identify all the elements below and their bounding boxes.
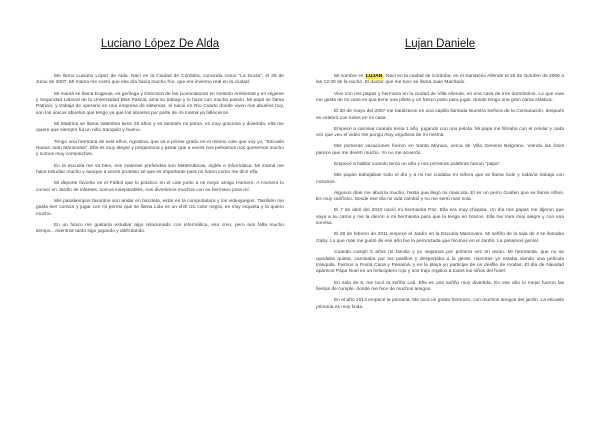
right-intro-paragraph [316, 74, 564, 87]
left-paragraph: Mi Madrina se llama Valentina tiene 26 años y es también mi prima, es muy graciosa y divertida, ella me quiere que siempre fui un niño tranquilo y bueno. [36, 122, 284, 134]
right-paragraph: Mis primeras vacaciones fueron en Santa Mónica, cerca de Villa General Belgrano. Viendo las fotos parece que me divertí mucho. Yo no me acuerdo. [316, 144, 564, 156]
left-page-title: Luciano López De Alda [100, 38, 220, 50]
right-paragraph: En el año 2013 empecé la primaria. Me tocó un grado hermoso, con muchos amigos del jardín. La escuela primaria es muy linda. [316, 298, 564, 310]
right-paragraph: Vivo con mis papas y hermana en la ciudad de Villa Allende, en una casa de tres dormitorios. Lo que mas me gusta de mi casa es que tiene una pileta y un fresco patio para jugar, donde tengo una gran cama elástica. [316, 91, 564, 104]
right-paragraph: Empecé a caminar cuando tenía 1 año, jugando con una pelota. Mi papa me filmaba con el celular y cada vez que veo el video me pongo muy orgullosa de mi misma. [316, 126, 564, 139]
highlighted-name: LUJAN [365, 74, 383, 79]
intro-prefix: Mi nombre es [334, 74, 365, 79]
left-page [36, 0, 284, 241]
right-page-title: Lujan Daniele [404, 38, 476, 50]
right-paragraph: Mis papas trabajaban todo el día y a mi me cuidaba mi niñera que se llama Sole y todavía trabaja con nosotros. [316, 173, 564, 185]
left-paragraph: En un futuro me gustaría estudiar algo relacionado con informática, eso creo, pero aún falta mucho tiempo…mientras tanto sigo jugando y disfrutando. [36, 222, 284, 235]
right-page [316, 0, 564, 316]
left-paragraph: Tengo una hermana de seis años, Agustina, que va a primer grado en el mismo cole que voy yo, "Escuela Nueva Juan Mantovani". Ella es muy alegre y preguntona y pesar que a veces nos peleamos nos queremos mucho y somos muy compinches. [36, 139, 284, 158]
left-paragraph: Mi deporte favorito es el Fútbol que lo practico en el cole junto a mi mejor amigo Homero. A Homero lo conocí en Jardín de infantes, somos inseparables, nos divertimos muchos con su hermano para mí. [36, 181, 284, 193]
intro-suffix: . Nací en la ciudad de Córdoba, en el Sanatorio Allende el 26 de Octubre de 2006 a las 12:30 de la noche. El doctor que me tuvo se llama Juan Machado. [316, 74, 565, 86]
right-paragraph: Empecé a hablar cuando tenía un año y mis primeras palabras fueron "papa". [334, 162, 501, 168]
right-paragraph: El 7 de abril del 2010 nació mi hermanita Paz. Ella era muy chiquita. Un día mis papas me dijeron que vaya a su cama y me la dieron a mi hermanita para que la tenga en brazos. Ella me mira muy alegre y con una sonrisa. [316, 208, 564, 227]
left-paragraph: Me llamo Luciano López de Alda. Nací en la Ciudad de Córdoba, conocida como "La Docta", el 26 de Junio de 2007. Mi mama me contó que ese día hacía mucho frío, que era invierno real en la ciudad. [36, 74, 284, 86]
right-paragraph: El 20 de mayo del 2007 me bautizaron en una capilla llamada Nuestra Señora de la Consolación, después se celebró con todos en mi casa. [316, 109, 564, 121]
right-paragraph: En sala de 5, me tocó la señño Leti. Ella es una señño muy divertida. En ese año lo mejor fueron las fiestas de cumple, donde me hice de muchos amigos. [316, 280, 564, 292]
left-paragraph: Mi mamá se llama Eugenia, es geóloga y Directora de las Licenciaturas en Gestión Ambiental y en Higiene y Seguridad Laboral de la Universidad Blas Pascal, ama su trabajo y lo hace con mucha pasión. Mi papá se llama Patricio, y trabaja de operario en una empresa de sistemas, el nació en Río Cuarto donde viven mis abuelos hoy, son los únicos abuelos que tengo ya que los abuelos por parte de mi mamá ya fallecieron. [36, 91, 284, 116]
left-paragraph: En la escuela me va bien, mis materias preferidas son Matemáticas, inglés e informática. Mi mamá me hace estudiar mucho y aunque a veces protesto sé que es importante para mi futuro como me dice ella. [36, 163, 284, 176]
left-paragraph: Mis pasatiempos favoritos son andar en bicicleta, estar en la computadora y los videojuegos. También me gusta leer comics y jugar con mi perrito que se llama Lola es un shih tzu color negra, es muy inquieta y la quiero mucho. [36, 198, 284, 217]
right-paragraph: Cuando cumplí 5 años mi familia y yo viajamos por primera vez en avión. Mi hermanita, que no se quedaba quieta, caminaba por los pasillos y despertaba a la gente, mientras yo estaba viendo una película tranquila. Fuimos a Punta Cana y Panamá, y en la playa yo participe de un desfile de modas. El día de Navidad apareció Papa Noel en un helicóptero rojo y nos trajo regalos a todos los niños del hotel. [316, 250, 564, 275]
right-paragraph: El 28 de febrero de 2011 empecé el Jardín en la Escuela Mantovani. Mi señño de la sala de 4 se llamaba Gaby. Lo que mas me gustó de ese año fue la pernoctada que hicimos en el Jardín. La pasamos genial. [316, 232, 564, 244]
right-paragraph: Algunos días me aburría mucho, hasta que llegó mi mascota. El es un perro Golden que se llama Athos. Es muy cariñoso. Desde ese día mi vida cambió y no me sentí mas sola. [316, 190, 564, 203]
